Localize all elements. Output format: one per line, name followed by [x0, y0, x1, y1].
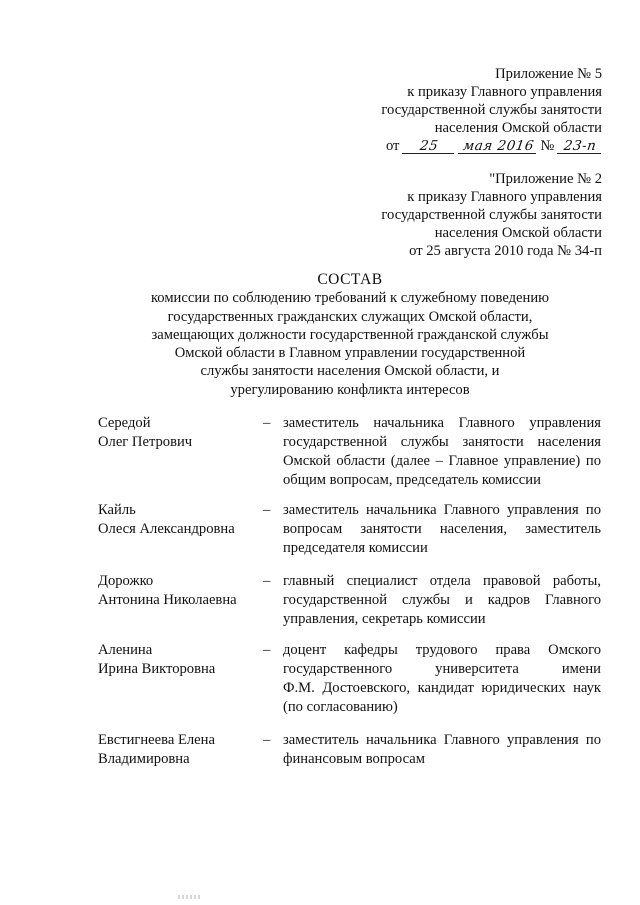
- member-dash: –: [263, 415, 271, 431]
- member-given-names: Олег Петрович: [98, 434, 193, 450]
- member-surname: Середой: [98, 415, 151, 431]
- position-line: заместитель начальника Главного управления по: [283, 732, 601, 748]
- title-line-4: Омской области в Главном управлении государственной: [174, 345, 526, 362]
- title-line-6: урегулированию конфликта интересов: [230, 381, 470, 398]
- position-line: государственного университета имени: [283, 661, 601, 677]
- member-dash: –: [263, 573, 271, 589]
- position-line: управления, секретарь комиссии: [283, 611, 486, 627]
- position-line: (по согласованию): [283, 699, 398, 715]
- member-dash: –: [263, 642, 271, 658]
- member-surname: Аленина: [98, 642, 153, 658]
- position-line: вопросам занятости населения, заместитель: [283, 521, 601, 537]
- position-line: Омской области (далее – Главное управление) по: [283, 453, 601, 469]
- position-line: заместитель начальника Главного управления: [283, 415, 601, 431]
- title-heading: СОСТАВ: [317, 271, 383, 288]
- number-sign: №: [540, 138, 555, 154]
- member-given-names: Антонина Николаевна: [98, 592, 237, 608]
- member-dash: –: [263, 732, 271, 748]
- position-line: Ф.М. Достоевского, кандидат юридических наук: [283, 680, 601, 696]
- position-line: государственной службы занятости населения: [283, 434, 601, 450]
- appendix2-line4: населения Омской области: [434, 225, 602, 241]
- title-line-5: службы занятости населения Омской области, и: [200, 363, 500, 380]
- member-surname: Кайль: [98, 502, 136, 518]
- from-label: от: [385, 138, 400, 154]
- member-position: [283, 501, 601, 558]
- appendix2-line3: государственной службы занятости: [381, 207, 602, 223]
- appendix5-line2: к приказу Главного управления: [407, 84, 602, 100]
- member-position: [283, 572, 601, 629]
- member-given-names: Владимировна: [98, 751, 190, 767]
- title-line-3: замещающих должности государственной гражданской службы: [151, 326, 549, 343]
- appendix5-line4: населения Омской области: [434, 120, 602, 136]
- member-given-names: Олеся Александровна: [98, 521, 235, 537]
- handwritten-day: 25: [402, 139, 456, 154]
- handwritten-month-year: мая 2016: [458, 139, 538, 154]
- position-line: главный специалист отдела правовой работы,: [283, 573, 601, 589]
- member-position: [283, 414, 601, 490]
- member-position: [283, 641, 601, 717]
- position-line: государственной службы и кадров Главного: [283, 592, 601, 608]
- document-title: [100, 271, 600, 399]
- member-dash: –: [263, 502, 271, 518]
- position-line: заместитель начальника Главного управления по: [283, 502, 601, 518]
- position-line: председателя комиссии: [283, 540, 428, 556]
- position-line: общим вопросам, председатель комиссии: [283, 472, 541, 488]
- scan-artifact: [178, 895, 202, 899]
- appendix5-date-line: [386, 137, 602, 155]
- member-surname: Евстигнеева Елена: [98, 732, 215, 748]
- appendix2-line2: к приказу Главного управления: [407, 189, 602, 205]
- member-surname: Дорожко: [98, 573, 154, 589]
- member-position: [283, 731, 601, 769]
- member-given-names: Ирина Викторовна: [98, 661, 216, 677]
- title-line-2: государственных гражданских служащих Омской области,: [167, 308, 533, 325]
- appendix2-line1: "Приложение № 2: [489, 171, 602, 187]
- handwritten-number: 23-п: [557, 139, 603, 154]
- appendix5-line3: государственной службы занятости: [381, 102, 602, 118]
- title-line-1: комиссии по соблюдению требований к служебному поведению: [150, 290, 550, 307]
- appendix5-line1: Приложение № 5: [495, 66, 602, 82]
- position-line: доцент кафедры трудового права Омского: [283, 642, 601, 658]
- position-line: финансовым вопросам: [283, 751, 425, 767]
- appendix2-line5: от 25 августа 2010 года № 34-п: [409, 243, 602, 259]
